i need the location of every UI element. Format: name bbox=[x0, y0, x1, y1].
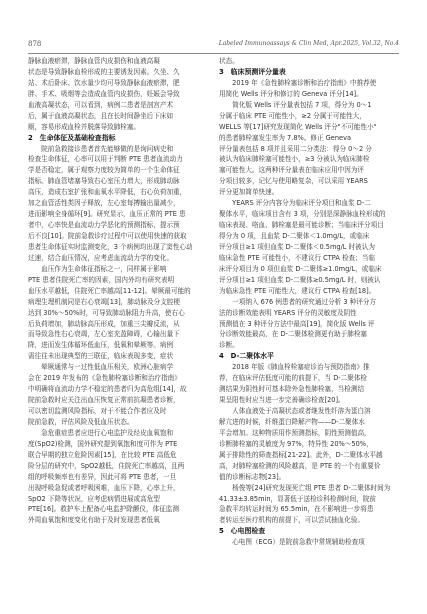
text-line: 而导致急性右心衰竭，左心室充盈障碍，心输出量下 bbox=[28, 330, 180, 339]
left-column bbox=[28, 56, 208, 526]
text-line: 加之血管活性类因子释放，左心室每搏输出量减少， bbox=[28, 199, 180, 208]
right-column bbox=[219, 56, 399, 548]
text-line: 分项目较多，记忆与使用略复杂，可以采用 YEARS bbox=[219, 177, 368, 186]
text-line: 院前急救接诊患者首先能够做的是询问病史和 bbox=[28, 144, 174, 153]
text-line: 高压，造成右室扩张和血氧水平降低，右心负荷加重， bbox=[28, 188, 187, 197]
text-line: 急救平均转运时间为 65.5min，在不影响进一步将患 bbox=[219, 505, 374, 514]
text-line: WELLS 等[17]研究发现简化 Wells 评分"不可能性小" bbox=[219, 122, 377, 131]
text-line: 检查生命体征，心率可以用于判断 PTE 患者血流动力 bbox=[28, 155, 183, 164]
text-line: 过速，结合血压情况，应考虑血流动力学的变化。 bbox=[28, 253, 174, 262]
text-line: 厕，容易形成血栓并脱落导致肺栓塞。 bbox=[28, 122, 141, 131]
text-line: 评分更加简单快速。 bbox=[219, 188, 279, 197]
text-line: 可以密切监测风险指标，对于不能合作者应及时 bbox=[28, 407, 167, 415]
text-line: 诊断。 bbox=[219, 341, 239, 350]
text-line: 值的诊断标志物[23]。 bbox=[219, 472, 286, 481]
text-line: 聚体水平，临床项目含有 3 项，分别是深静脉血栓形成的 bbox=[219, 210, 386, 219]
text-line: 测结果为阴性时可基本除外急性肺栓塞，当检测结 bbox=[219, 385, 365, 394]
text-line: 指标。肺血管堵塞导致右心室压力增大，形成肺动脉 bbox=[28, 177, 180, 186]
text-line: 塞可能性大。这两种评分量表在临床应用中因为评 bbox=[219, 166, 365, 175]
page-header bbox=[28, 40, 399, 52]
text-line: 高，对肺栓塞检测的风险越高，是 PTE 的一个有重要价 bbox=[219, 461, 381, 470]
text-line: 后，属于血液高凝状态，且在长时间静坐后下床如 bbox=[28, 111, 174, 120]
text-line: 联合早期的独立危险因素[15]，在比较 PTE 高低危 bbox=[28, 450, 177, 459]
text-line: 会在 2019 年发布的《急性肺栓塞诊断和治疗指南》 bbox=[28, 374, 181, 383]
text-line: 急危重症患者应进行心电监护及经皮血氧饱和 bbox=[28, 428, 174, 437]
text-line: 院前急救时应关注出血压恢复正常前抗凝患者诊断， bbox=[28, 396, 180, 405]
text-line: 进而影响全身循环[9]。研究显示，血压正常的 PTE 患 bbox=[28, 210, 186, 219]
page-number: 878 bbox=[28, 40, 42, 48]
journal-citation: Labeled Immunoassays & Clin Med, Apr.2025, Vol.32, No.4 bbox=[218, 40, 399, 47]
text-line: 解亢进的时候，纤维蛋白降解产物——D-二聚体水 bbox=[219, 417, 365, 426]
text-line: 血压水平越低，住院死亡率越高[11-12]。晕厥最可能的 bbox=[28, 286, 191, 295]
text-line: 的患者肺栓塞发生率为 7.8%。修正 Geneva bbox=[219, 133, 352, 142]
text-line: 诊断肺栓塞的灵敏度为 97%，特异性 20%～50%， bbox=[219, 439, 373, 448]
text-line: 杨俊等[24]研究发现死亡组 PTE 患者 D-二聚体时间为 bbox=[219, 483, 391, 492]
text-line: 为临床急性 PTE 可能性大，建议行 CTPA 检查[18]。 bbox=[219, 286, 376, 295]
text-line: 降，进而发生体循环低血压，低氧和晕厥等。病例 bbox=[28, 341, 174, 350]
text-line: 状态。 bbox=[219, 57, 239, 65]
text-line: 评分项目≥1 项但血浆 D-二聚体＜0.5mg/L 时被认为 bbox=[219, 242, 375, 251]
text-line: 者转运至医疗机构的前提下，可以尝试抽血化验。 bbox=[219, 516, 365, 525]
text-line: 得分为 0 项，且血浆 D-二聚体＜1.0mg/L，或临床 bbox=[219, 232, 370, 240]
text-line: 心电图（ECG）是院前急救中常规辅助检查项 bbox=[219, 538, 365, 547]
text-line: 组的呼吸频率也有差异，因此可将 PTE 患者，一旦 bbox=[28, 472, 177, 481]
text-line: 险分层的研究中，SpO2越低，住院死亡率越高，且两 bbox=[28, 461, 185, 470]
section-heading: 3 临床预测评分量表 bbox=[219, 67, 286, 76]
text-line: 果呈阳性时应当进一步完善确诊检查[20]。 bbox=[219, 396, 345, 405]
text-line: 临床急性 PTE 可能性小，不建议行 CTPA 检查；当临 bbox=[219, 253, 375, 262]
text-line: 静脉血液瘀滞，静脉血管内皮损伤和血液高凝 bbox=[28, 57, 160, 65]
text-line: 后不良[10]。院前急救诊疗过程中可以使用快速的获取 bbox=[28, 232, 187, 240]
text-line: 站、术后卧床、饮水量少均可导致静脉血液瘀滞，肥 bbox=[28, 78, 180, 87]
text-line: PTE 患者住院死亡率的因素，国内外均有研究表明 bbox=[28, 275, 175, 284]
text-line: YEARS 评分内容分为临床评分项目和血浆 D-二 bbox=[219, 199, 371, 208]
text-line: PTE[16]。救护车上配备心电监护除颤仪，体征监测 bbox=[28, 505, 179, 514]
text-line: 需往往未出现典型的三联征，临床表现多变，症状 bbox=[28, 352, 174, 361]
text-line: 度(SpO2)检测，国外研究提到氧饱和度可作为 PTE bbox=[28, 439, 178, 448]
text-line: 晕厥通常与一过性低血压相关，欧洲心脏病学 bbox=[28, 363, 174, 372]
text-line: 达到 30%～50%时，可导致肺动脉阻力升高，使右心 bbox=[28, 308, 185, 317]
text-line: 平会增加。这种物质用作预测指标，阴性预测值高， bbox=[219, 428, 371, 437]
text-line: 简化版 Wells 评分量表包括 7 项，得分为 0～1 bbox=[219, 100, 372, 109]
text-line: SpO2 下降等状况，应考虑病情进展或高危型 bbox=[28, 494, 160, 503]
text-line: 院前急救，评估风险及低血压状态。 bbox=[28, 417, 134, 426]
text-line: 出现呼吸急促或者呼吸困难，血压下降，心率上升， bbox=[28, 483, 180, 492]
text-line: 用简化 Wells 评分和修订的 Geneva 评分[14]。 bbox=[219, 89, 363, 98]
text-line: 属于排除性的筛查指标[21-22]。此外，D-二聚体水平越 bbox=[219, 450, 383, 459]
text-line: 学是否稳定，属于观察力度较为简单的一个生命体征 bbox=[28, 166, 180, 175]
section-heading: 4 D-二聚体水平 bbox=[219, 352, 274, 361]
text-line: 分属于临床 PTE 可能性小，≥2 分属于可能性大， bbox=[219, 111, 366, 120]
section-heading: 2 生命体征及基础检查指标 bbox=[28, 133, 116, 142]
text-line: 一项纳入 676 例患者的研究通过分析 3 种评分方 bbox=[219, 297, 377, 306]
text-line: 后负荷增加，肺动脉高压形成，加重三尖瓣反流，从 bbox=[28, 319, 180, 328]
text-line: 患者生命体征实时监测变化，3 个病例均出现了窦性心动 bbox=[28, 242, 193, 251]
text-line: 分诊断效能最高，在 D-二聚体检测更有助于肺栓塞 bbox=[219, 330, 368, 339]
text-line: 评分量表包括 8 项并且采用二分类法：得分 0～2 分 bbox=[219, 144, 372, 153]
text-line: 血液高凝状态，可以看到，病例二患者是剖宫产术 bbox=[28, 100, 174, 109]
text-line: 法的诊断效能表明 YEARS 评分的灵敏度及阴性 bbox=[219, 308, 357, 317]
text-line: 被认为临床肺栓塞可能性小，≥3 分被认为临床肺栓 bbox=[219, 155, 370, 164]
text-line: 床评分项目为 0 项但血浆 D-二聚体≥1.0mg/L，或临床 bbox=[219, 264, 382, 273]
text-line: 人体血液处于高凝状态或者继发性纤溶为蛋白溶 bbox=[219, 407, 371, 415]
text-line: 胖、手术、吸烟等会造成血管内皮损伤，妊娠会导致 bbox=[28, 89, 180, 98]
header-rule bbox=[28, 53, 399, 54]
text-line: 外周血氧饱和度变化有助于及时发现患者低氧 bbox=[28, 516, 160, 525]
text-line: 2018 年版《肺血栓栓塞症诊治与预防指南》推 bbox=[219, 363, 370, 372]
text-line: 临床表现、咯血、肺栓塞是最可能诊断；当临床评分项目 bbox=[219, 221, 384, 230]
text-line: 中明确将血流动力学不稳定的患者归为高危组[14]，故 bbox=[28, 385, 187, 394]
text-line: 荐，在临床评估低度可能的前提下，当 D-二聚体检 bbox=[219, 374, 368, 383]
text-line: 2019 年《急性肺栓塞诊断和治疗指南》中推荐使 bbox=[219, 78, 377, 87]
text-line: 预测值在 3 种评分方法中最高[19]，简化版 Wells 评 bbox=[219, 319, 375, 328]
text-line: 者中，心率快是血流动力学恶化的预测指标，提示预 bbox=[28, 221, 180, 230]
section-heading: 5 心电图检查 bbox=[219, 527, 266, 536]
text-line: 41.33±3.85min，显著低于送检诊科检测时间，院前 bbox=[219, 494, 377, 503]
text-line: 血压作为生命体征指标之一，同样属于影响 bbox=[28, 264, 167, 273]
text-line: 病理生理机制同是右心衰竭[13]，肺动脉及分支腔梗 bbox=[28, 297, 181, 306]
text-line: 状态是导致静脉血栓形成的主要诱发因素。久坐、久 bbox=[28, 67, 180, 76]
text-line: 评分项目≥1 项但血浆 D-二聚体≥0.5mg/L 时，则被认 bbox=[219, 275, 381, 284]
